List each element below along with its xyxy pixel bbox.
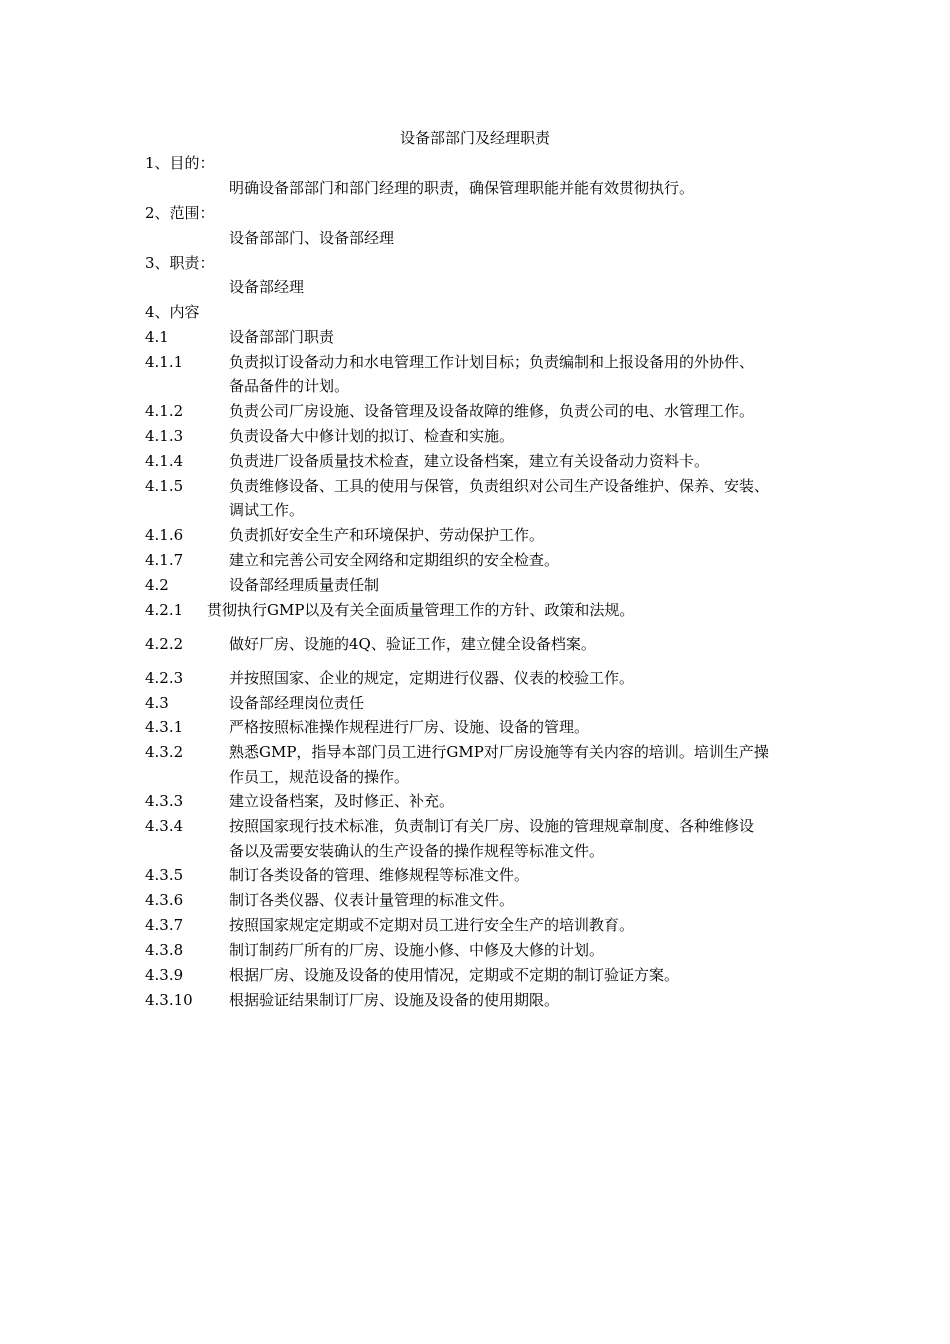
- item-text: 负责抓好安全生产和环境保护、劳动保护工作。: [229, 526, 545, 544]
- item-text-continuation: 备品备件的计划。: [229, 377, 350, 395]
- item-number: 4.3.8: [145, 941, 184, 959]
- section-1-heading: 1、目的：: [145, 154, 215, 172]
- section-3-body: 设备部经理: [229, 278, 305, 296]
- item-text: 并按照国家、企业的规定，定期进行仪器、仪表的校验工作。: [229, 669, 635, 687]
- item-text: 熟悉GMP，指导本部门员工进行GMP对厂房设施等有关内容的培训。培训生产操: [229, 743, 769, 761]
- item-text: 设备部经理岗位责任: [229, 694, 365, 712]
- item-number: 4.3.4: [145, 817, 184, 835]
- item-text: 负责拟订设备动力和水电管理工作计划目标；负责编制和上报设备用的外协件、: [229, 353, 755, 371]
- item-number: 4.3: [145, 694, 169, 712]
- item-number: 4.3.9: [145, 966, 184, 984]
- item-number: 4.2.1: [145, 601, 184, 619]
- item-text: 负责进厂设备质量技术检查，建立设备档案，建立有关设备动力资料卡。: [229, 452, 710, 470]
- item-text: 贯彻执行GMP以及有关全面质量管理工作的方针、政策和法规。: [207, 601, 635, 619]
- item-text: 做好厂房、设施的4Q、验证工作，建立健全设备档案。: [229, 635, 596, 653]
- item-text: 负责设备大中修计划的拟订、检查和实施。: [229, 427, 515, 445]
- item-text: 根据厂房、设施及设备的使用情况，定期或不定期的制订验证方案。: [229, 966, 680, 984]
- section-2-heading: 2、范围：: [145, 204, 215, 222]
- item-number: 4.3.5: [145, 866, 184, 884]
- item-number: 4.3.6: [145, 891, 184, 909]
- item-number: 4.1: [145, 328, 169, 346]
- item-number: 4.3.1: [145, 718, 184, 736]
- item-number: 4.2: [145, 576, 169, 594]
- document-title: 设备部部门及经理职责: [399, 129, 550, 147]
- item-number: 4.1.3: [145, 427, 184, 445]
- item-number: 4.3.2: [145, 743, 184, 761]
- item-text: 根据验证结果制订厂房、设施及设备的使用期限。: [229, 991, 560, 1009]
- item-text: 制订制药厂所有的厂房、设施小修、中修及大修的计划。: [229, 941, 605, 959]
- item-number: 4.3.7: [145, 916, 184, 934]
- item-number: 4.1.5: [145, 477, 184, 495]
- item-text: 制订各类仪器、仪表计量管理的标准文件。: [229, 891, 515, 909]
- item-text: 按照国家现行技术标准，负责制订有关厂房、设施的管理规章制度、各种维修设: [229, 817, 755, 835]
- item-number: 4.1.7: [145, 551, 184, 569]
- item-number: 4.1.1: [145, 353, 184, 371]
- item-text: 严格按照标准操作规程进行厂房、设施、设备的管理。: [229, 718, 590, 736]
- section-1-body: 明确设备部部门和部门经理的职责，确保管理职能并能有效贯彻执行。: [229, 179, 695, 197]
- item-text: 负责公司厂房设施、设备管理及设备故障的维修，负责公司的电、水管理工作。: [229, 402, 755, 420]
- section-2-body: 设备部部门、设备部经理: [229, 229, 395, 247]
- item-text-continuation: 备以及需要安装确认的生产设备的操作规程等标准文件。: [229, 842, 605, 860]
- item-number: 4.2.2: [145, 635, 184, 653]
- item-text: 建立和完善公司安全网络和定期组织的安全检查。: [229, 551, 560, 569]
- item-text: 设备部经理质量责任制: [229, 576, 380, 594]
- section-4-heading: 4、内容: [145, 303, 200, 321]
- item-text: 设备部部门职责: [229, 328, 335, 346]
- section-3-heading: 3、职责：: [145, 254, 215, 272]
- item-text-continuation: 作员工，规范设备的操作。: [229, 768, 410, 786]
- item-text: 建立设备档案，及时修正、补充。: [229, 792, 455, 810]
- item-number: 4.3.3: [145, 792, 184, 810]
- item-text-continuation: 调试工作。: [229, 501, 305, 519]
- item-number: 4.1.4: [145, 452, 184, 470]
- item-text: 制订各类设备的管理、维修规程等标准文件。: [229, 866, 530, 884]
- item-number: 4.1.6: [145, 526, 184, 544]
- item-number: 4.2.3: [145, 669, 184, 687]
- item-text: 负责维修设备、工具的使用与保管，负责组织对公司生产设备维护、保养、安装、: [229, 477, 770, 495]
- item-number: 4.1.2: [145, 402, 184, 420]
- item-text: 按照国家规定定期或不定期对员工进行安全生产的培训教育。: [229, 916, 635, 934]
- item-number: 4.3.10: [145, 991, 193, 1009]
